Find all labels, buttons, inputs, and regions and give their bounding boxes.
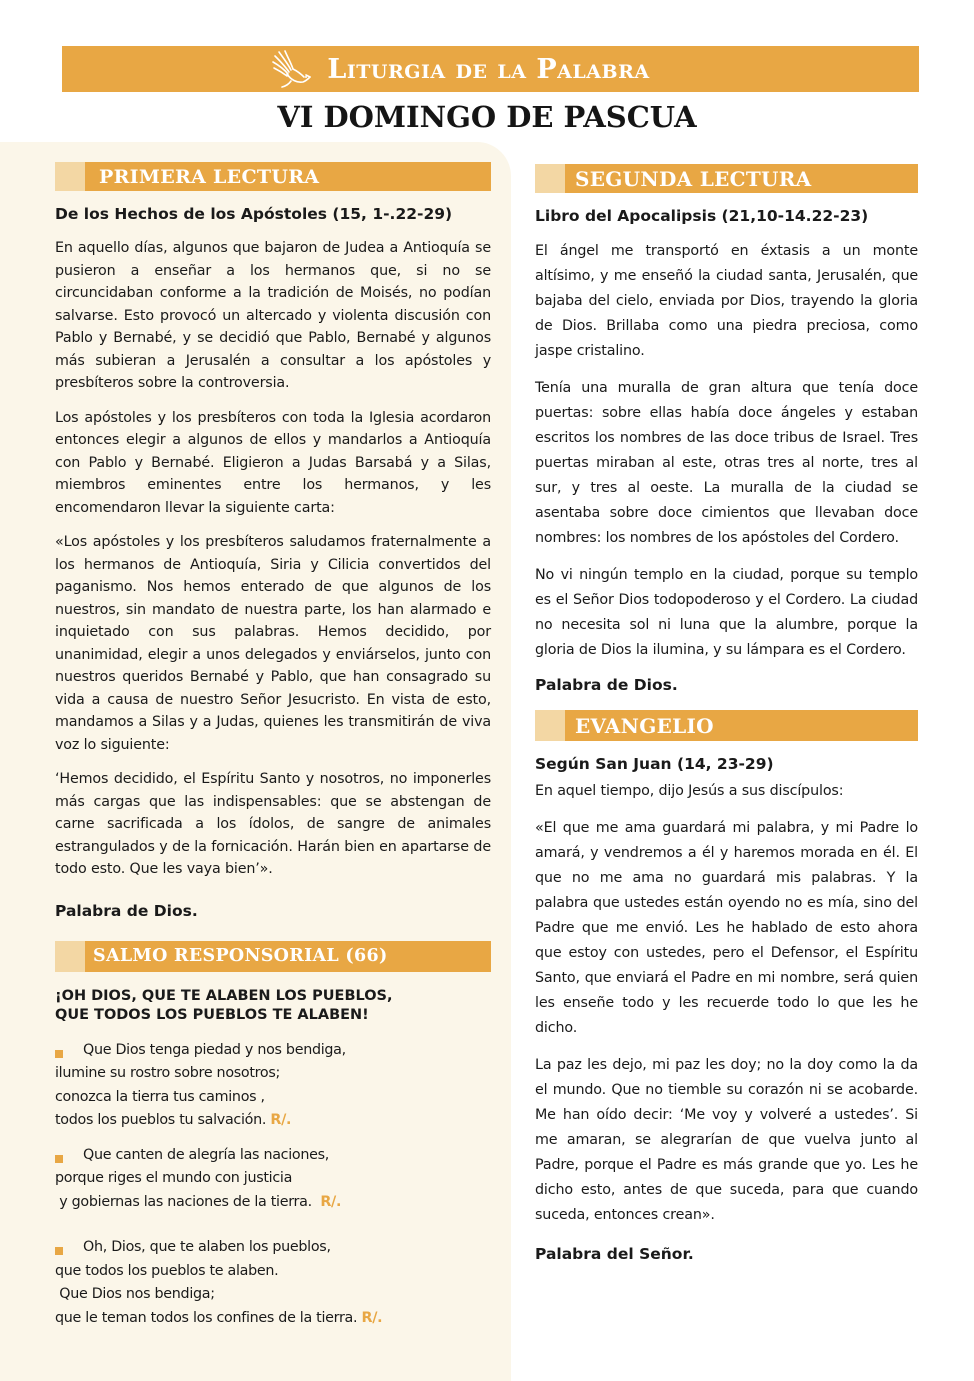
dove-icon xyxy=(271,50,313,88)
header-square xyxy=(535,164,565,193)
banner-title: Liturgia de la Palabra xyxy=(327,53,650,85)
header-square xyxy=(535,710,565,741)
header-square xyxy=(55,941,85,972)
response-mark: R/. xyxy=(361,1309,383,1326)
evangelio-closing: Palabra del Señor. xyxy=(535,1245,694,1263)
primera-closing: Palabra de Dios. xyxy=(55,901,198,920)
salmo-stanza xyxy=(55,1144,491,1215)
salmo-refrain xyxy=(55,987,491,1025)
section-title: EVANGELIO xyxy=(565,710,918,741)
segunda-lectura-header xyxy=(535,164,918,193)
segunda-closing: Palabra de Dios. xyxy=(535,676,678,694)
stanza-line: que le teman todos los confines de la tierra. xyxy=(55,1309,358,1326)
evangelio-reference: Según San Juan (14, 23-29) xyxy=(535,755,774,773)
refrain-line: ¡OH DIOS, QUE TE ALABEN LOS PUEBLOS, xyxy=(55,987,393,1004)
primera-lectura-header xyxy=(55,162,491,191)
section-title: PRIMERA LECTURA xyxy=(85,162,491,191)
response-mark: R/. xyxy=(320,1193,342,1210)
primera-reference: De los Hechos de los Apóstoles (15, 1-.22-29) xyxy=(55,205,453,223)
evangelio-paragraph: La paz les dejo, mi paz les doy; no la doy como la da el mundo. Que no tiemble su corazón ni se acobarde. Me han oído decir: ‘Me voy y volveré a ustedes’. Si me amaran, se alegrarían de que vuelva junto al Padre, porque el Padre es más grande que yo. Les he dicho esto, antes de que suceda, para que cuando suceda, entonces crean». xyxy=(535,1057,918,1223)
primera-paragraph: «Los apóstoles y los presbíteros saludamos fraternalmente a los hermanos de Antioquía, Siria y Cilicia convertidos del paganismo. Nos hemos enterado de que algunos de los nuestros, sin mandato de nuestra parte, los han alarmado e inquietado con sus palabras. Hemos decidido, por unanimidad, elegir a unos delegados y enviárselos, junto con nuestros queridos Bernabé y Pablo, que han consagrado su vida a causa de nuestro Señor Jesucristo. En vista de esto, mandamos a Silas y a Judas, quienes les transmitirán de viva voz lo siguiente: xyxy=(55,534,491,753)
stanza-line: Que Dios nos bendiga; xyxy=(55,1286,215,1302)
stanza-line: y gobiernas las naciones de la tierra. xyxy=(55,1193,312,1210)
section-title: SALMO RESPONSORIAL (66) xyxy=(85,941,491,972)
stanza-line: ilumine su rostro sobre nosotros; xyxy=(55,1065,281,1081)
section-title: SEGUNDA LECTURA xyxy=(565,164,918,193)
refrain-line: QUE TODOS LOS PUEBLOS TE ALABEN! xyxy=(55,1006,369,1023)
stanza-line: Oh, Dios, que te alaben los pueblos, xyxy=(83,1239,331,1255)
segunda-paragraph: No vi ningún templo en la ciudad, porque su templo es el Señor Dios todopoderoso y el Cordero. La ciudad no necesita sol ni luna que la alumbre, porque la gloria de Dios la ilumina, y su lámpara es el Cordero. xyxy=(535,567,918,658)
salmo-header xyxy=(55,941,491,972)
stanza-bullet xyxy=(55,1247,63,1255)
evangelio-intro: En aquel tiempo, dijo Jesús a sus discípulos: xyxy=(535,783,844,799)
salmo-stanza xyxy=(55,1236,491,1330)
primera-paragraph: Los apóstoles y los presbíteros con toda la Iglesia acordaron entonces elegir a algunos de ellos y mandarlos a Antioquía con Pablo y Bernabé. Eligieron a Judas Barsabá y a Silas, miembros eminentes entre los hermanos, y les encomendaron llevar la siguiente carta: xyxy=(55,409,491,516)
page-title: VI DOMINGO DE PASCUA xyxy=(277,100,697,134)
stanza-line: que todos los pueblos te alaben. xyxy=(55,1262,279,1279)
liturgy-banner xyxy=(62,46,919,92)
stanza-line: porque riges el mundo con justicia xyxy=(55,1170,293,1186)
header-square xyxy=(55,162,85,191)
evangelio-paragraph: «El que me ama guardará mi palabra, y mi Padre lo amará, y vendremos a él y haremos morada en él. El que no me ama no guardará mis palabras. Y la palabra que ustedes están oyendo no es mía, sino del Padre que me envió. Les he hablado de esto ahora que estoy con ustedes, pero el Defensor, el Espíritu Santo, que enviará el Padre en mi nombre, será quien les enseñe todo y les recuerde todo lo que les he dicho. xyxy=(535,820,918,1036)
salmo-stanza xyxy=(55,1039,491,1133)
stanza-line: Que canten de alegría las naciones, xyxy=(83,1146,329,1163)
evangelio-header xyxy=(535,710,918,741)
segunda-paragraph: Tenía una muralla de gran altura que tenía doce puertas: sobre ellas había doce ángeles y estaban escritos los nombres de las doce tribus de Israel. Tres puertas miraban al este, otras tres al norte, tres al sur, y tres al oeste. La muralla de la ciudad se asentaba sobre doce cimientos que llevaban doce nombres: los nombres de los apóstoles del Cordero. xyxy=(535,380,918,546)
segunda-reference: Libro del Apocalipsis (21,10-14.22-23) xyxy=(535,207,869,225)
right-column xyxy=(535,164,918,1265)
stanza-bullet xyxy=(55,1050,63,1058)
stanza-line: Que Dios tenga piedad y nos bendiga, xyxy=(83,1041,346,1058)
left-column xyxy=(55,162,491,1341)
response-mark: R/. xyxy=(270,1112,292,1128)
primera-paragraph: ‘Hemos decidido, el Espíritu Santo y nosotros, no imponerles más cargas que las indispensables: que se abstengan de carne sacrificada a los ídolos, de sangre de animales estrangulados y de la fornicación. Harán bien en apartarse de todo esto. Que les vaya bien’». xyxy=(55,771,491,877)
primera-paragraph: En aquello días, algunos que bajaron de Judea a Antioquía se pusieron a enseñar a los hermanos que, si no se circuncidaban conforme a la tradición de Moisés, no podían salvarse. Esto provocó un altercado y violenta discusión con Pablo y Bernabé, y se decidió que Pablo, Bernabé y algunos más subieran a Jerusalén a consultar a los apóstoles y presbíteros sobre la controversia. xyxy=(55,240,491,391)
segunda-paragraph: El ángel me transportó en éxtasis a un monte altísimo, y me enseñó la ciudad santa, Jerusalén, que bajaba del cielo, enviada por Dios, trayendo la gloria de Dios. Brillaba como una piedra preciosa, como jaspe cristalino. xyxy=(535,243,918,359)
stanza-line: conozca la tierra tus caminos , xyxy=(55,1088,265,1105)
stanza-bullet xyxy=(55,1155,63,1163)
stanza-line: todos los pueblos tu salvación. xyxy=(55,1112,267,1128)
